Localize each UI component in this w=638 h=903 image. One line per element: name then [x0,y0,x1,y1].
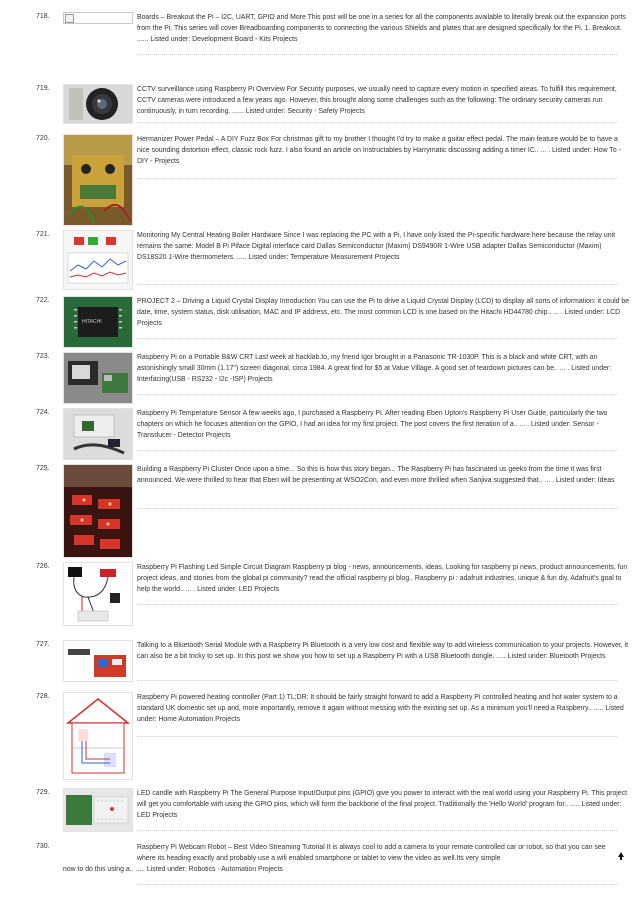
entry-title[interactable]: PROJECT 2 – Driving a Liquid Crystal Display [137,298,278,305]
breadboard-photo[interactable] [63,788,133,832]
entry-number: 721. [36,231,50,238]
boiler-chart-image[interactable] [63,230,133,290]
entry-title[interactable]: Raspberry Pi powered heating controller (Part 1) [137,694,285,701]
lcd-chip-photo[interactable] [63,296,133,348]
entry-description [137,12,630,45]
divider [137,736,617,737]
entry-description [137,296,630,329]
entry-description [137,134,630,167]
entry-description [137,352,630,385]
entry-description [137,842,615,864]
entry-category[interactable]: Listed under: LCD Projects [137,309,621,327]
entry-title[interactable]: Raspberry Pi Webcam Robot – Best Video Streaming Tutorial [137,844,325,851]
divider [137,178,617,179]
entry-title[interactable]: Hermanizer Power Pedal – A DIY Fuzz Box [137,136,270,143]
entry-title[interactable]: CCTV surveillance using Raspberry Pi [137,86,255,93]
entry-summary-tail: now to do this using a.. ..... [63,866,145,873]
entry-title[interactable]: Raspberry Pi Flashing Led Simple Circuit Diagram [137,564,291,571]
entry-number: 720. [36,135,50,142]
entry-summary: TL;DR: It should be fairly straight forward to add a Raspberry Pi controlled heating and hot water system to a standard UK domestic set up and, more importantly, remove it again without messing with the existing set up. As a minimum you'll need a Raspberry.. ..... [137,694,618,712]
entry-number: 730. [36,843,50,850]
entry-description-tail [63,864,613,875]
entry-category[interactable]: Listed under: Bluetooth Projects [507,653,606,660]
divider [137,284,617,285]
up-arrow-icon[interactable] [618,852,624,857]
led-circuit-photo[interactable] [63,562,133,626]
bluetooth-module-photo[interactable] [63,640,133,682]
entry-summary: It is always cool to add a camera to your remote controlled car or robot, so that you can see where its heading exactly and probably use a wifi enabled smartphone or tablet to view the video as well.Its very simple [137,844,606,862]
entry-title[interactable]: Raspberry Pi Temperature Sensor [137,410,242,417]
entry-category[interactable]: Listed under: Security - Safety Projects [245,108,365,115]
crt-photo[interactable] [63,352,133,404]
entry-category[interactable]: Listed under: Interfacing(USB - RS232 - I2c -ISP) Projects [137,365,612,383]
entry-title[interactable]: Boards – Breakout the Pi – I2C, UART, GPIO and More [137,14,306,21]
entry-summary: Once upon a time... So this is how this story began... The Raspberry Pi has fascinated us geeks from the time it was first announced. We were thrilled to hear that Eben will be presenting at WSO2Con, and even more thrilled when Sanjiva suggested that.. ... . [137,466,602,484]
entry-category[interactable]: Listed under: Sensor - Transducer - Detector Projects [137,421,599,439]
broken-image-icon[interactable] [63,12,133,24]
entry-summary: Raspberry pi blog - news, announcements, ideas, Looking for raspberry pi news, product announcements, fun project ideas, and stories from the global pi community? read the official raspberry pi blog.. Raspberry pi : adafruit industries, unique & fun diy, Adafruit's goal to help the world.. ... . [137,564,628,593]
entry-category[interactable]: Listed under: Development Board - Kits Projects [150,36,298,43]
entry-summary: A few weeks ago, I purchased a Raspberry Pi. After reading Eben Upton's Raspberry Pi User Guide, particularly the two chapters on which he focuses attention on the GPIO, I had an idea for my first project. The post covers the first iteration of a.. ... . [137,410,608,428]
entry-description [137,562,630,595]
entry-description [137,788,630,821]
entry-title[interactable]: Raspberry Pi on a Portable B&W CRT [137,354,254,361]
cctv-camera-photo[interactable] [63,84,133,124]
entry-number: 729. [36,789,50,796]
entry-description [137,464,630,486]
divider [137,604,617,605]
entry-title[interactable]: Building a Raspberry Pi Cluster [137,466,233,473]
entry-summary: This post will be one in a series for all the components available to literally break out the expansion ports from the Pi. This series will cover Breadboarding components to connecting the various Shields and plates that are designed specifically for the Pi. 1. Breakout. ...... [137,14,626,43]
entry-category[interactable]: Listed under: How To - DIY - Projects [137,147,621,165]
entry-number: 728. [36,693,50,700]
entry-number: 722. [36,297,50,304]
entry-description [137,692,630,725]
entry-description [137,640,630,662]
divider [137,122,617,123]
entry-summary: Overview For Security purposes, we usually need to capture every motion in specified areas. To fulfill this requirement, CCTV cameras were introduced a few years ago. However, this brought along some challenges such as the following: The ordinary security cameras run continuously, in turn recording. ...... [137,86,617,115]
entry-title[interactable]: Monitoring My Central Heating Boiler [137,232,250,239]
entry-category[interactable]: Listed under: Temperature Measurement Projects [248,254,400,261]
divider [137,338,617,339]
entry-number: 725. [36,465,50,472]
entry-number: 727. [36,641,50,648]
entry-category[interactable]: Listed under: LED Projects [197,586,280,593]
entry-title[interactable]: Talking to a Bluetooth Serial Module with a Raspberry Pi [137,642,309,649]
divider [137,54,617,55]
entry-description [137,230,630,263]
entry-description [137,408,630,441]
entry-category[interactable]: Listed under: Ideas [555,477,615,484]
divider [137,830,617,831]
entry-category[interactable]: Listed under: Robotics - Automation Projects [146,866,283,873]
entry-summary: Introduction You can use the Pi to drive a Liquid Crystal Display (LCD) to display all sorts of information: it could be date, time, system status, disk utilisation, MAC and IP address, etc. The most common LCD is one based on the Hitachi HD44780 chip.. ... . [137,298,630,316]
entry-number: 724. [36,409,50,416]
entry-summary: For christmas gift to my brother I thought I'd try to make a guitar effect pedal. The main feature would be to have a nice sounding distortion effect, classic rock fuzz. I also found an article on Instructables by Harrymatic discussing adding a timer IC.. ... . [137,136,618,154]
entry-number: 726. [36,563,50,570]
entry-summary: Hardware Since I was replacing the PC with a Pi, I have only listed the Pi-specific hardware here because the relay unit remains the same: Model B Pi Piface Digital interface card Dallas Semiconductor (Maxim) DS9490R 1-Wire USB adapter Dallas Semiconductor (Maxim) DS18S20 1-Wire thermometers. ..... [137,232,616,261]
entry-summary: The General Purpose Input/Output pins (GPIO) give you power to interact with the real world using your Raspberry Pi. This project will get you comfortable with using the GPIO pins, which will form the backbone of the final project. Traditionally the 'Hello World' program for.. ..... [137,790,627,808]
entry-number: 718. [36,13,50,20]
entry-number: 723. [36,353,50,360]
entry-title[interactable]: LED candle with Raspberry Pi [137,790,229,797]
entry-category[interactable]: Listed under: Home Automation Projects [137,705,624,723]
entry-summary: Bluetooth is a very low cost and flexible way to add wireless communication to your projects. However, it can also be a bit tricky to set up. In this post we show you how to set up a Raspberry Pi with a USB Bluetooth dongle. ..... [137,642,629,660]
cluster-photo[interactable] [63,464,133,558]
entry-number: 719. [36,85,50,92]
temp-sensor-photo[interactable] [63,408,133,460]
entry-category[interactable]: Listed under: LED Projects [137,801,622,819]
divider [137,394,617,395]
divider [137,450,617,451]
divider [137,680,617,681]
divider [137,884,617,885]
heating-diagram-image[interactable] [63,692,133,780]
entry-description [137,84,630,117]
fuzz-pedal-photo[interactable] [63,134,133,226]
divider [137,508,617,509]
svg-text:HITACHI: HITACHI [82,319,102,325]
entry-summary: Last week at hacklab.to, my friend Igor brought in a Panasonic TR-1030P. This is a black and white CRT, with an astonishingly small 30mm (1.17") screen diagonal, circa 1984. A great find for $5 at Value Village. A good set of teardown pictures can be.. ... . [137,354,598,372]
